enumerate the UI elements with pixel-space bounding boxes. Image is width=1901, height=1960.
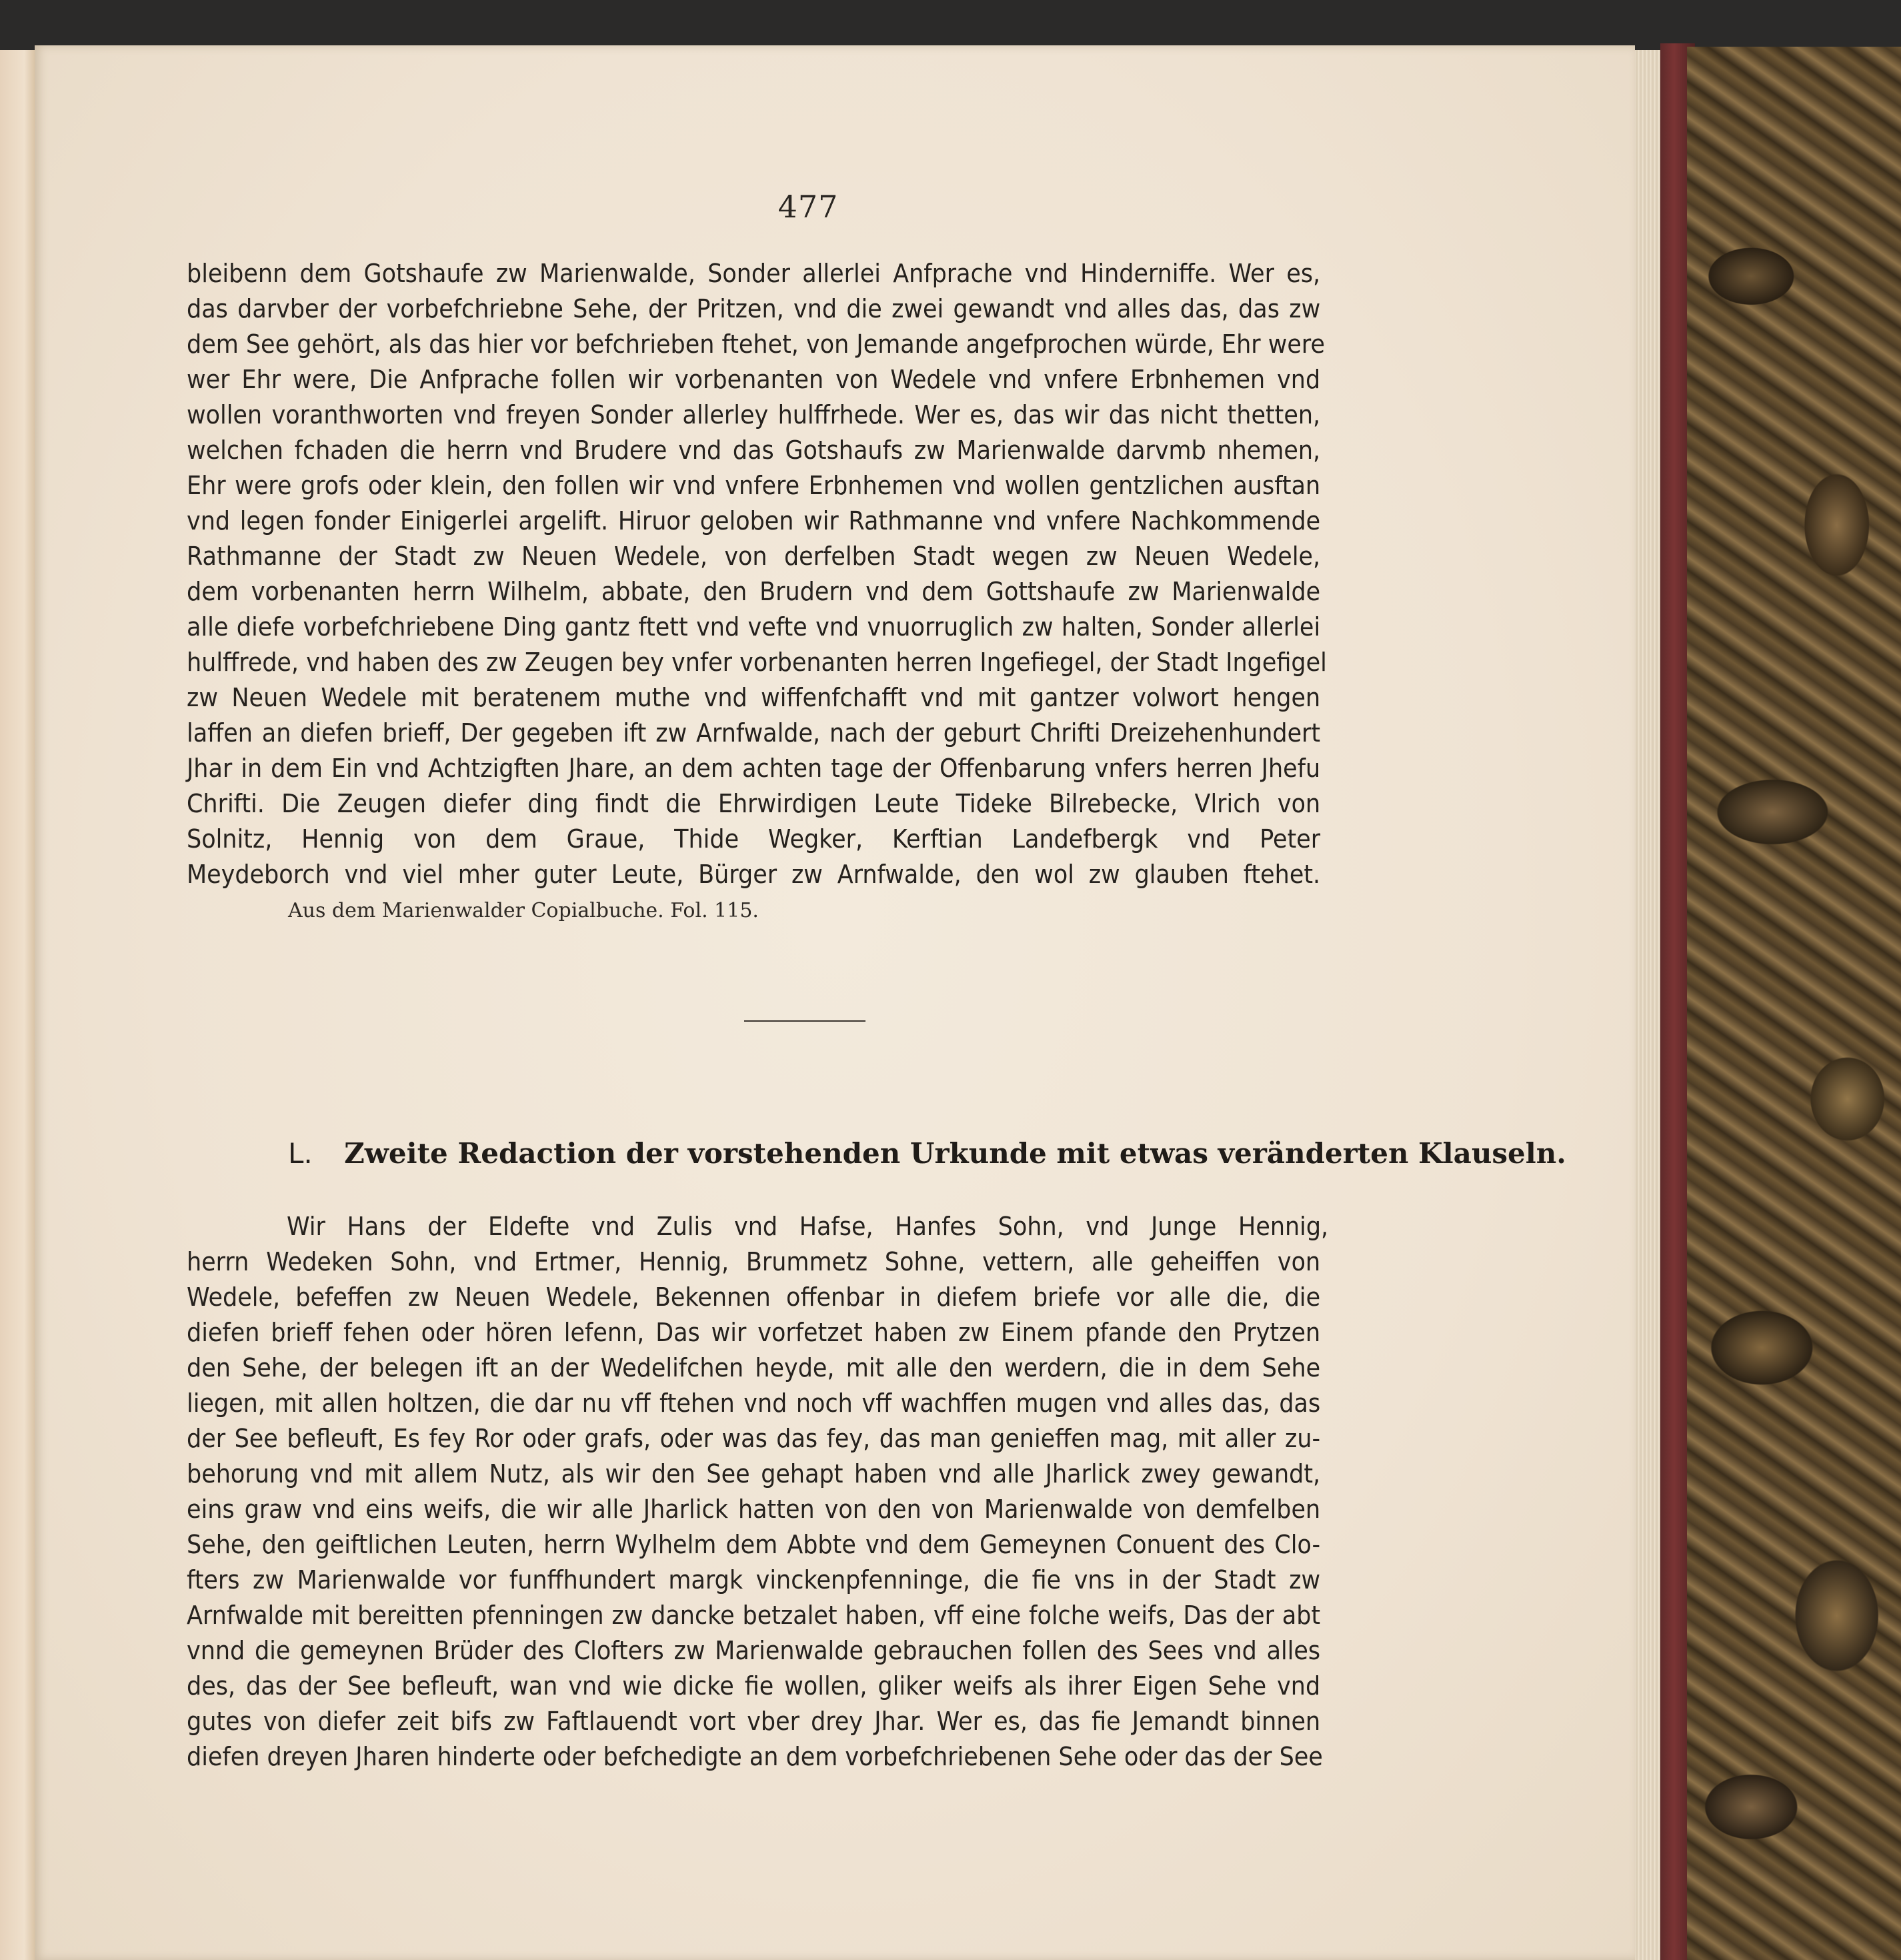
text-line: behorung vnd mit allem Nutz, als wir den See gehapt haben vnd alle Jharlick zwey gewandt, [187, 1459, 1321, 1489]
text-line: Rathmanne der Stadt zw Neuen Wedele, von derfelben Stadt wegen zw Neuen Wedele, [187, 542, 1321, 571]
text-line: diefen dreyen Jharen hinderte oder befchedigte an dem vorbefchriebenen Sehe oder das der See [187, 1742, 1323, 1771]
text-line: gutes von diefer zeit bifs zw Faftlauendt vort vber drey Jhar. Wer es, das fie Jemandt binnen [187, 1707, 1321, 1736]
text-line: das darvber der vorbefchriebne Sehe, der Pritzen, vnd die zwei gewandt vnd alles das, das zw [187, 294, 1321, 323]
scanner-background [0, 0, 1901, 47]
text-line: bleibenn dem Gotshaufe zw Marienwalde, Sonder allerlei Anfprache vnd Hinderniffe. Wer es, [187, 259, 1321, 288]
text-line: Chrifti. Die Zeugen diefer ding findt die Ehrwirdigen Leute Tideke Bilrebecke, Vlrich von [187, 789, 1321, 818]
text-line: wer Ehr were, Die Anfprache follen wir vorbenanten von Wedele vnd vnfere Erbnhemen vnd [187, 365, 1321, 394]
text-line: Arnfwalde mit bereitten pfenningen zw dancke betzalet haben, vff eine folche weifs, Das der abt [187, 1601, 1321, 1630]
text-line: welchen fchaden die herrn vnd Brudere vnd das Gotshaufs zw Marienwalde darvmb nhemen, [187, 435, 1321, 465]
text-line: zw Neuen Wedele mit beratenem muthe vnd wiffenfchafft vnd mit gantzer volwort hengen [187, 683, 1321, 712]
page-block-edges [1634, 50, 1663, 1960]
text-line: Jhar in dem Ein vnd Achtzigften Jhare, an dem achten tage der Offenbarung vnfers herren Jhefu [187, 754, 1321, 783]
text-line: Wir Hans der Eldefte vnd Zulis vnd Hafse, Hanfes Sohn, vnd Junge Hennig, [287, 1212, 1329, 1241]
text-line: Sehe, den geiftlichen Leuten, herrn Wylhelm dem Abbte vnd dem Gemeynen Conuent des Clo- [187, 1530, 1321, 1559]
text-line: Solnitz, Hennig von dem Graue, Thide Wegker, Kerftian Landefbergk vnd Peter [187, 824, 1321, 854]
text-line: diefen brieff fehen oder hören lefenn, Das wir vorfetzet haben zw Einem pfande den Prytzen [187, 1318, 1321, 1347]
text-line: Meydeborch vnd viel mher guter Leute, Bürger zw Arnfwalde, den wol zw glauben ftehet. [187, 860, 1321, 889]
text-line: herrn Wedeken Sohn, vnd Ertmer, Hennig, Brummetz Sohne, vettern, alle geheiffen von [187, 1247, 1321, 1276]
text-line: wollen voranthworten vnd freyen Sonder allerley hulffrhede. Wer es, das wir das nicht thetten, [187, 400, 1321, 429]
text-line: liegen, mit allen holtzen, die dar nu vff ftehen vnd noch vff wachffen mugen vnd alles das, das [187, 1388, 1321, 1418]
section-divider [744, 1020, 865, 1022]
right-page [35, 45, 1635, 1960]
source-note: Aus dem Marienwalder Copialbuche. Fol. 115. [288, 899, 759, 922]
text-line: vnnd die gemeynen Brüder des Clofters zw Marienwalde gebrauchen follen des Sees vnd alles [187, 1636, 1321, 1665]
text-line: dem See gehört, als das hier vor befchrieben ftehet, von Jemande angefprochen würde, Ehr were [187, 329, 1325, 359]
text-line: dem vorbenanten herrn Wilhelm, abbate, den Brudern vnd dem Gottshaufe zw Marienwalde [187, 577, 1321, 606]
page-number: 477 [777, 189, 839, 225]
section-letter: L. [288, 1137, 313, 1170]
text-line: eins graw vnd eins weifs, die wir alle Jharlick hatten von den von Marienwalde von demfelben [187, 1495, 1321, 1524]
text-line: vnd legen fonder Einigerlei argelift. Hiruor geloben wir Rathmanne vnd vnfere Nachkommende [187, 506, 1321, 536]
text-line: Wedele, befeffen zw Neuen Wedele, Bekennen offenbar in diefem briefe vor alle die, die [187, 1282, 1321, 1312]
section-heading [288, 1137, 1566, 1170]
text-line: laffen an diefen brieff, Der gegeben ift zw Arnfwalde, nach der geburt Chrifti Dreizehenhundert [187, 718, 1321, 748]
text-line: der See befleuft, Es fey Ror oder grafs, oder was das fey, das man genieffen mag, mit aller zu- [187, 1424, 1321, 1453]
text-line: des, das der See befleuft, wan vnd wie dicke fie wollen, gliker weifs als ihrer Eigen Sehe vnd [187, 1671, 1321, 1701]
marbled-cover [1687, 47, 1901, 1960]
left-page-edge [0, 50, 37, 1960]
text-line: alle diefe vorbefchriebene Ding gantz ftett vnd vefte vnd vnuorruglich zw halten, Sonder allerlei [187, 612, 1321, 642]
section-title: Zweite Redaction der vorstehenden Urkunde mit etwas veränderten Klauseln. [344, 1137, 1566, 1170]
text-line: hulffrede, vnd haben des zw Zeugen bey vnfer vorbenanten herren Ingefiegel, der Stadt Ingefigel [187, 648, 1327, 677]
text-line: den Sehe, der belegen ift an der Wedelifchen heyde, mit alle den werdern, die in dem Sehe [187, 1353, 1321, 1382]
text-line: fters zw Marienwalde vor funffhundert margk vinckenpfenninge, die fie vns in der Stadt zw [187, 1565, 1321, 1595]
text-line: Ehr were grofs oder klein, den follen wir vnd vnfere Erbnhemen vnd wollen gentzlichen ausftan [187, 471, 1321, 500]
